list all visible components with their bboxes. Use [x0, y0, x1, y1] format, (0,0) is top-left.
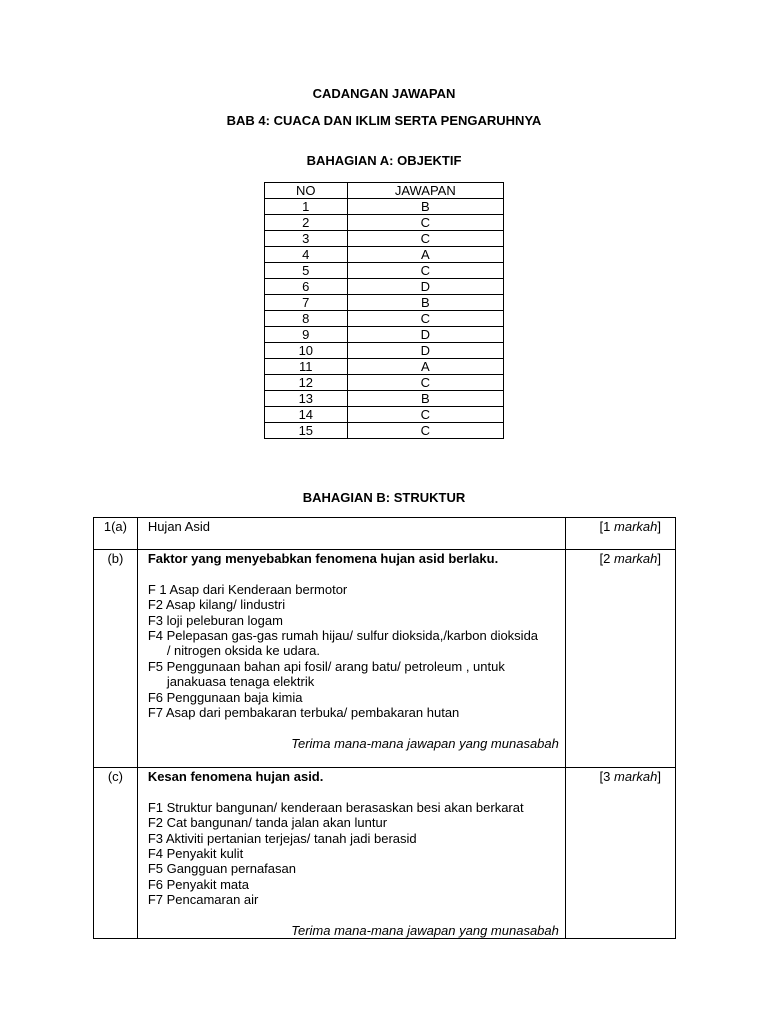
answer-item: F6 Penyakit mata — [147, 876, 249, 892]
row-answer: C — [347, 423, 503, 439]
table-row — [265, 343, 504, 359]
question-label: (b) — [94, 550, 138, 768]
table-row — [265, 263, 504, 279]
row-answer: B — [347, 199, 503, 215]
answer-item: F6 Penggunaan baja kimia — [147, 689, 303, 705]
row-number: 2 — [265, 215, 348, 231]
table-row — [265, 247, 504, 263]
row-number: 5 — [265, 263, 348, 279]
row-answer: D — [347, 279, 503, 295]
chapter-title: BAB 4: CUACA DAN IKLIM SERTA PENGARUHNYA — [226, 113, 542, 128]
accept-note: Terima mana-mana jawapan yang munasabah — [291, 735, 559, 751]
question-row-1c — [94, 768, 676, 939]
answer-item: F5 Penggunaan bahan api fosil/ arang batu/ petroleum , untuk — [147, 658, 505, 674]
answer-item: F3 loji peleburan logam — [147, 612, 283, 628]
table-row — [265, 311, 504, 327]
spacer — [148, 566, 559, 581]
row-number: 10 — [265, 343, 348, 359]
row-answer: A — [347, 247, 503, 263]
row-answer: C — [347, 311, 503, 327]
mark-close: ] — [657, 551, 661, 566]
row-answer: D — [347, 327, 503, 343]
table-row — [265, 327, 504, 343]
answer-item: F2 Cat bangunan/ tanda jalan akan luntur — [147, 815, 388, 831]
table-row — [265, 375, 504, 391]
question-label: 1(a) — [94, 518, 138, 550]
row-number: 8 — [265, 311, 348, 327]
answer-item: F4 Pelepasan gas-gas rumah hijau/ sulfur dioksida,/karbon dioksida — [147, 628, 539, 644]
row-number: 14 — [265, 407, 348, 423]
row-answer: C — [347, 231, 503, 247]
table-row — [265, 279, 504, 295]
mark-word: markah — [614, 519, 658, 534]
question-answer — [137, 550, 565, 768]
table-row — [265, 423, 504, 439]
row-answer: C — [347, 407, 503, 423]
table-row — [265, 407, 504, 423]
row-number: 6 — [265, 279, 348, 295]
spacer — [148, 908, 559, 923]
question-answer — [137, 518, 565, 550]
mark-open: [2 — [599, 551, 615, 566]
answer-item-continued: / nitrogen oksida ke udara. — [166, 643, 321, 659]
section-a-heading: BAHAGIAN A: OBJEKTIF — [306, 153, 462, 168]
mark-allocation — [565, 550, 675, 768]
row-answer: A — [347, 359, 503, 375]
table-row — [265, 359, 504, 375]
question-row-1a — [94, 518, 676, 550]
answer-item: F7 Pencamaran air — [147, 892, 259, 908]
row-number: 3 — [265, 231, 348, 247]
accept-note: Terima mana-mana jawapan yang munasabah — [291, 923, 559, 939]
row-answer: C — [347, 215, 503, 231]
row-number: 4 — [265, 247, 348, 263]
mark-open: [3 — [599, 769, 615, 784]
mark-allocation — [565, 768, 675, 939]
answer-item: F2 Asap kilang/ lindustri — [147, 597, 286, 613]
spacer — [148, 784, 559, 799]
row-number: 1 — [265, 199, 348, 215]
objective-header-row — [265, 183, 504, 199]
table-row — [265, 295, 504, 311]
answer-text: Hujan Asid — [147, 519, 210, 534]
row-answer: C — [347, 263, 503, 279]
row-answer: B — [347, 295, 503, 311]
row-number: 11 — [265, 359, 348, 375]
row-number: 12 — [265, 375, 348, 391]
table-row — [265, 199, 504, 215]
mark-allocation — [565, 518, 675, 550]
row-number: 9 — [265, 327, 348, 343]
row-number: 15 — [265, 423, 348, 439]
answer-item: F3 Aktiviti pertanian terjejas/ tanah jadi berasid — [147, 830, 417, 846]
question-row-1b — [94, 550, 676, 768]
question-title: Kesan fenomena hujan asid. — [147, 769, 324, 784]
row-answer: D — [347, 343, 503, 359]
spacer — [148, 720, 559, 735]
mark-word: markah — [614, 551, 658, 566]
answer-item: F7 Asap dari pembakaran terbuka/ pembakaran hutan — [147, 705, 460, 721]
mark-open: [1 — [599, 519, 615, 534]
answer-item: F4 Penyakit kulit — [147, 846, 244, 862]
answer-item: F 1 Asap dari Kenderaan bermotor — [147, 581, 348, 597]
struktur-answer-table — [93, 517, 676, 939]
row-answer: B — [347, 391, 503, 407]
row-answer: C — [347, 375, 503, 391]
mark-word: markah — [614, 769, 658, 784]
row-number: 13 — [265, 391, 348, 407]
answer-item-continued: janakuasa tenaga elektrik — [166, 674, 315, 690]
objective-answer-table — [264, 182, 504, 439]
answer-item: F1 Struktur bangunan/ kenderaan berasaskan besi akan berkarat — [147, 799, 524, 815]
question-answer — [137, 768, 565, 939]
row-number: 7 — [265, 295, 348, 311]
document-title: CADANGAN JAWAPAN — [312, 86, 456, 101]
section-b-heading: BAHAGIAN B: STRUKTUR — [302, 490, 466, 505]
column-header-jawapan: JAWAPAN — [347, 183, 503, 199]
table-row — [265, 215, 504, 231]
column-header-no: NO — [265, 183, 348, 199]
mark-close: ] — [657, 769, 661, 784]
question-title: Faktor yang menyebabkan fenomena hujan asid berlaku. — [147, 551, 499, 566]
mark-close: ] — [657, 519, 661, 534]
question-label: (c) — [94, 768, 138, 939]
answer-item: F5 Gangguan pernafasan — [147, 861, 296, 877]
table-row — [265, 391, 504, 407]
table-row — [265, 231, 504, 247]
